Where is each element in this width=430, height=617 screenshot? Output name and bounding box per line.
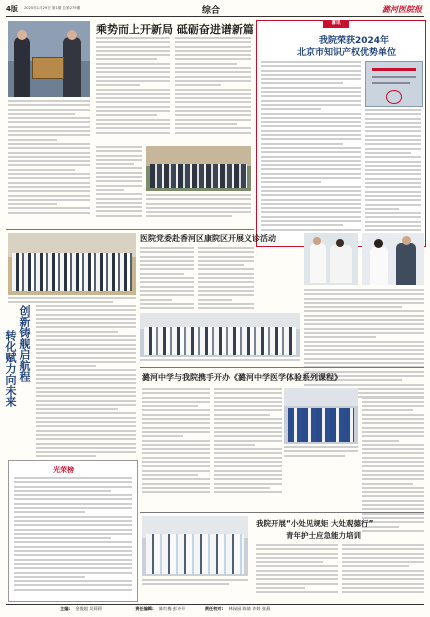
- team-photo: [146, 146, 251, 191]
- section-divider-3: [140, 512, 424, 513]
- masthead: [6, 3, 424, 16]
- event-photo: [140, 313, 300, 357]
- clinic-photo-2: [362, 233, 424, 285]
- footer-rule: [6, 604, 424, 605]
- article-6-title-line2: 青年护士应急能力培训: [286, 531, 361, 540]
- article-4-vert-title-2: 转化赋力向未来: [4, 330, 17, 407]
- footer-responsible-editor-label: 责任编辑:: [135, 606, 154, 611]
- footer-editor: 金俊超 吴莉莉: [75, 606, 102, 611]
- award-photo: [8, 21, 90, 97]
- article-2-box: [256, 20, 426, 247]
- article-1-left-col-2: [8, 160, 90, 226]
- article-3-right-body: [304, 289, 424, 401]
- honor-roll-title: 光荣榜: [53, 465, 74, 474]
- article-6-caption: [142, 579, 248, 588]
- page-label: 4版: [6, 5, 18, 13]
- section-divider-2: [140, 367, 424, 368]
- section-divider-1: [6, 229, 254, 230]
- footer-proofreader-label: 责任校对:: [204, 606, 224, 611]
- students-photo: [284, 388, 358, 444]
- article-2-tag: 喜讯: [323, 20, 349, 28]
- footer-responsible-editor: 陈红梅 彭卉开: [159, 606, 186, 611]
- article-6-title-line1: 我院开展“小处见规矩 大处观德行”: [256, 519, 374, 528]
- article-1-body-2: [96, 146, 251, 226]
- article-2-title-line1: 我院荣获2024年: [319, 36, 390, 46]
- footer-proofreader: 林园园 陈倩 许婷 张燕: [228, 606, 271, 611]
- footer: [60, 606, 274, 612]
- masthead-rule: [6, 16, 424, 17]
- date-line: 2025年1月29日 第1期 总第279期: [24, 6, 81, 10]
- honor-roll-box: [8, 460, 138, 602]
- footer-editor-label: 主编:: [60, 606, 71, 611]
- clinic-photo-1: [304, 233, 358, 285]
- article-5-title: 潞河中学与我院携手开办《潞河中学医学体验系列课程》: [142, 373, 342, 382]
- article-2-title-line2: 北京市知识产权优势单位: [297, 48, 397, 58]
- article-1-title: 乘势而上开新局 砥砺奋进谱新篇: [96, 23, 254, 36]
- certificate-image: [365, 61, 423, 107]
- article-4-body: [36, 305, 136, 473]
- article-5-caption: [284, 446, 358, 459]
- nurse-training-photo: [142, 516, 248, 576]
- section-title: 综合: [202, 6, 221, 16]
- article-3-title: 医院党委赴香河区康院区开展义诊活动: [140, 234, 276, 243]
- volunteer-group-photo: [8, 233, 136, 295]
- article-3-caption-2: [140, 359, 300, 363]
- article-4-vert-title-1: 创新铸舰启航程: [18, 305, 31, 382]
- article-1-body: [96, 37, 251, 145]
- paper-name: 潞河医院报: [382, 4, 422, 14]
